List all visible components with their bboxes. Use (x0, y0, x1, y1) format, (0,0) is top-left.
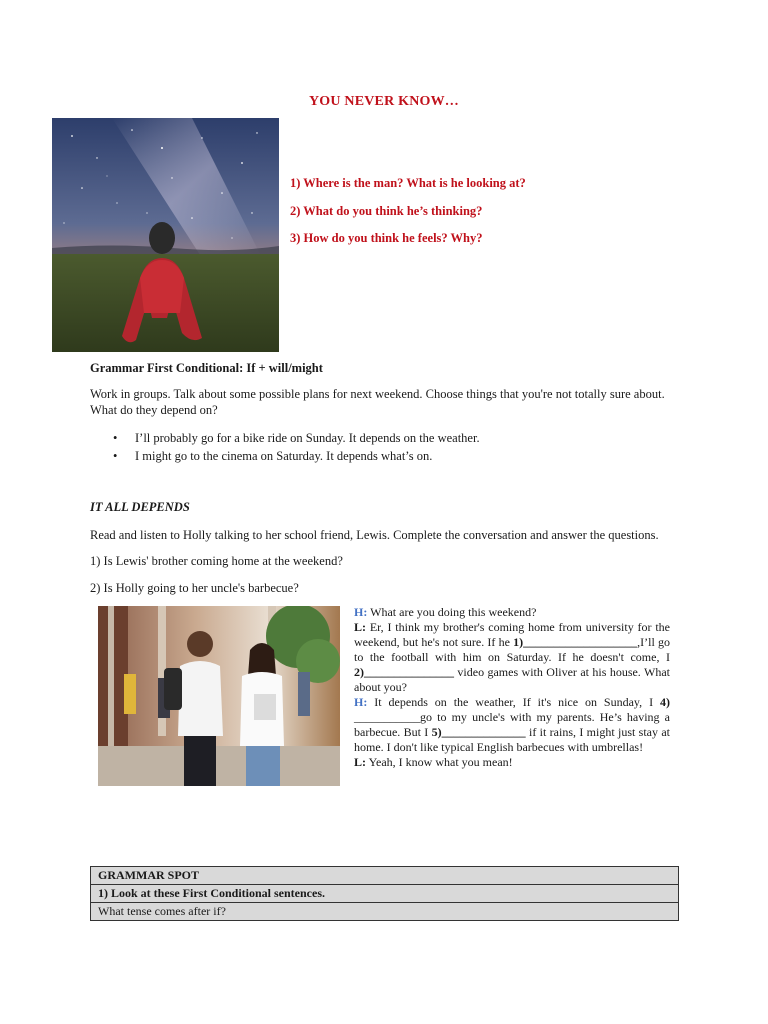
read-instruction: Read and listen to Holly talking to her school friend, Lewis. Complete the conversation and answer the questions. (90, 528, 659, 542)
dialogue-text: Yeah, I know what you mean! (368, 755, 513, 769)
grammar-spot-box (90, 866, 679, 921)
reading-question-2: 2) Is Holly going to her uncle's barbecue? (90, 581, 299, 595)
section-heading: IT ALL DEPENDS (90, 500, 190, 514)
gap-5[interactable]: 5)______________ (431, 725, 526, 739)
dialogue-text: It depends on the weather, If it's nice on Sunday, I (374, 695, 654, 709)
dialogue-line-holly-2 (354, 695, 670, 755)
speaker-label-holly: H: (354, 695, 368, 709)
grammar-spot-heading: GRAMMAR SPOT (91, 867, 678, 885)
conversation (354, 605, 670, 770)
students-talking-photo (98, 606, 340, 786)
question-2: 2) What do you think he’s thinking? (290, 203, 483, 218)
dialogue-line-lewis-2 (354, 755, 670, 770)
list-item: • I might go to the cinema on Saturday. It depends what’s on. (113, 448, 480, 466)
reading-question-1: 1) Is Lewis' brother coming home at the weekend? (90, 554, 343, 568)
grammar-heading: Grammar First Conditional: If + will/might (90, 361, 323, 375)
page-title: YOU NEVER KNOW… (308, 94, 459, 109)
speaker-label-holly: H: (354, 605, 368, 619)
gap-2[interactable]: 2)_______________ (354, 665, 454, 679)
grammar-spot-item-1: 1) Look at these First Conditional sentences. (91, 885, 678, 903)
intro-text: Work in groups. Talk about some possible plans for next weekend. Choose things that you're not totally sure about. What do they depend on? (90, 387, 665, 417)
speaker-label-lewis: L: (354, 620, 366, 634)
dialogue-line-lewis-1 (354, 620, 670, 695)
dialogue-text: What are you doing this weekend? (370, 605, 537, 619)
dialogue-text: if it rains, I might just stay at home. I don't like typical English barbecues with umbrellas! (354, 725, 671, 754)
man-stargazing-photo (52, 118, 279, 352)
question-1: 1) Where is the man? What is he looking at? (290, 176, 526, 190)
dialogue-text: Er, I think my brother's coming home from university for the weekend, but he's not sure. If he (354, 620, 670, 649)
question-3: 3) How do you think he feels? Why? (290, 231, 483, 245)
dialogue-text: ___________go to my uncle's with my parents. He’s having a barbecue. But I (354, 710, 670, 739)
list-item: • I’ll probably go for a bike ride on Sunday. It depends on the weather. (113, 430, 480, 448)
gap-4[interactable]: 4) (660, 695, 671, 709)
speaker-label-lewis: L: (354, 755, 366, 769)
example-list (113, 430, 480, 465)
dialogue-text: video games with Oliver at his house. What about you? (354, 665, 670, 694)
warmup-questions (290, 176, 526, 259)
dialogue-text: ,I’ll go to the football with him on Saturday. If he doesn't come, I (354, 635, 671, 664)
grammar-spot-question: What tense comes after if? (98, 904, 226, 918)
gap-1[interactable]: 1)___________________ (513, 635, 638, 649)
dialogue-line-holly-1 (354, 605, 670, 620)
